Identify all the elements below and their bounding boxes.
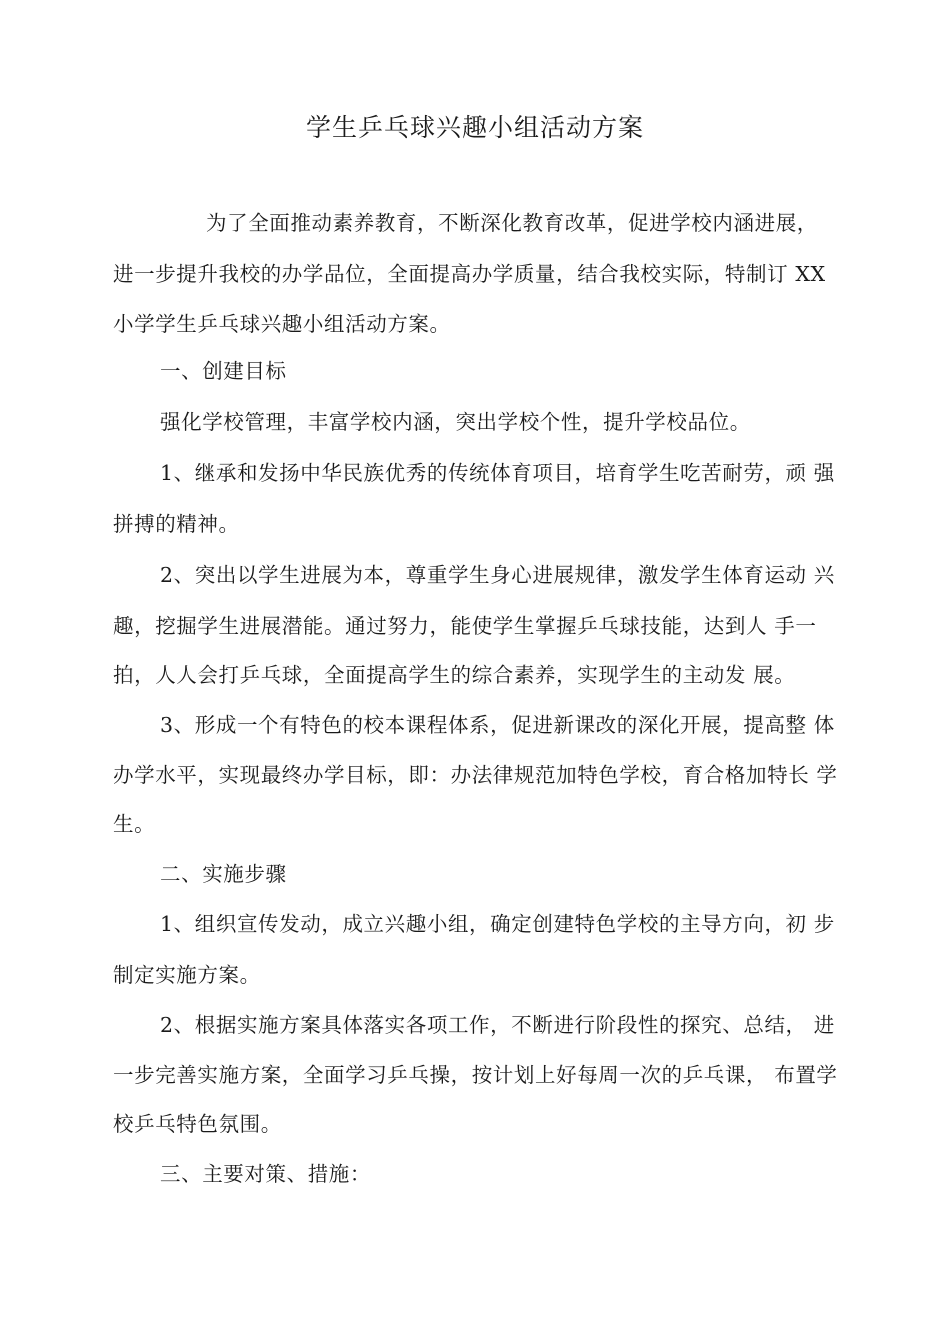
section2-item2-line-2: 一步完善实施方案，全面学习乒乓操，按计划上好每周一次的乒乓课， 布置学 xyxy=(113,1063,838,1087)
section1-summary: 强化学校管理，丰富学校内涵，突出学校个性，提升学校品位。 xyxy=(160,410,751,434)
section2-item1-line-1: 1、组织宣传发动，成立兴趣小组，确定创建特色学校的主导方向，初 步 xyxy=(160,912,835,936)
section2-item2-line-3: 校乒乓特色氛围。 xyxy=(113,1112,282,1136)
section2-item1-line-2: 制定实施方案。 xyxy=(113,963,261,987)
section2-heading: 二、实施步骤 xyxy=(160,862,287,886)
intro-line-1: 为了全面推动素养教育，不断深化教育改革，促进学校内涵进展， xyxy=(206,211,818,235)
section1-item1-line-1: 1、继承和发扬中华民族优秀的传统体育项目，培育学生吃苦耐劳，顽 强 xyxy=(160,461,835,485)
section1-item2-line-3: 拍，人人会打乒乓球，全面提高学生的综合素养，实现学生的主动发 展。 xyxy=(113,663,796,687)
section1-item1-line-2: 拼搏的精神。 xyxy=(113,512,240,536)
section1-item3-line-3: 生。 xyxy=(113,812,156,836)
section1-item2-line-1: 2、突出以学生进展为本，尊重学生身心进展规律，激发学生体育运动 兴 xyxy=(160,563,835,587)
section1-item2-line-2: 趣，挖掘学生进展潜能。通过努力，能使学生掌握乒乓球技能，达到人 手一 xyxy=(113,614,817,638)
section1-item3-line-2: 办学水平，实现最终办学目标，即：办法律规范加特色学校，育合格加特长 学 xyxy=(113,763,838,787)
section1-heading: 一、创建目标 xyxy=(160,359,287,383)
intro-line-2: 进一步提升我校的办学品位，全面提高办学质量，结合我校实际，特制订 XX xyxy=(113,262,826,286)
intro-line-3: 小学学生乒乓球兴趣小组活动方案。 xyxy=(113,312,451,336)
section3-heading: 三、主要对策、措施： xyxy=(160,1162,371,1186)
section2-item2-line-1: 2、根据实施方案具体落实各项工作，不断进行阶段性的探究、总结， 进 xyxy=(160,1013,835,1037)
document-title: 学生乒乓球兴趣小组活动方案 xyxy=(305,113,644,142)
section1-item3-line-1: 3、形成一个有特色的校本课程体系，促进新课改的深化开展，提高整 体 xyxy=(160,713,835,737)
